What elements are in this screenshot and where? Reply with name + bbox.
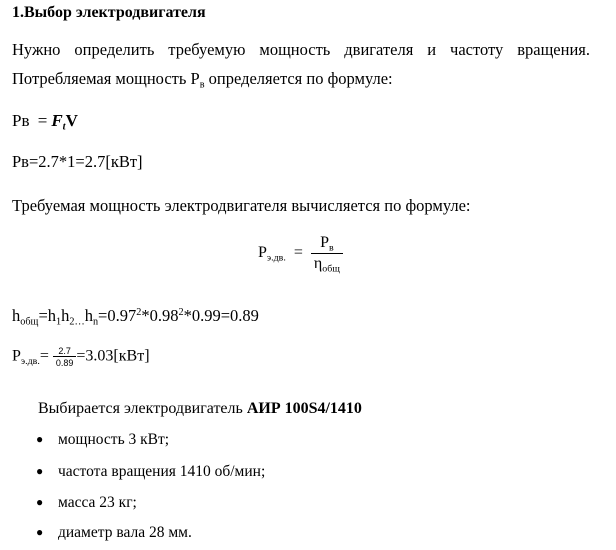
- spec-item: ● масса 23 кг;: [36, 494, 137, 511]
- fraction-denominator: $\eta_{общ}$: [313, 255, 340, 275]
- motor-model: АИР 100S4/1410: [246, 400, 362, 417]
- required-power-text: Требуемая мощность электродвигателя вычисляется по формуле:: [12, 196, 471, 215]
- spec-item: ● диаметр вала 28 мм.: [36, 524, 192, 541]
- selected-motor: Выбирается электродвигатель АИР 100S4/1410: [38, 400, 362, 417]
- efficiency-calculation: $h_{общ}=h_1h_{2\dots}h_n=0.97^2*0.98^2*0.99=0.89$: [12, 306, 259, 328]
- section-heading: 1.Выбор электродвигателя: [12, 4, 206, 21]
- result-fraction: $\frac{2.7}{0.89}$: [53, 346, 77, 368]
- power-formula: Рв = $F_tV$: [12, 111, 78, 133]
- bullet-icon: ●: [36, 464, 44, 478]
- motor-power-formula: $P_{э.дв.}$ = $\frac{P_в}{\eta_{общ}}$: [258, 234, 343, 273]
- fraction-numerator: $P_в$: [311, 234, 343, 254]
- intro-line-1: Нужно определить требуемую мощность двигателя и частоту вращения.: [12, 40, 590, 59]
- bullet-icon: ●: [36, 432, 44, 446]
- bullet-icon: ●: [36, 525, 44, 539]
- intro-line-2: Потребляемая мощность $P_в$ определяется по формуле:: [12, 69, 393, 91]
- bullet-icon: ●: [36, 495, 44, 509]
- motor-power-result: $P_{э.дв.}=$ $\frac{2.7}{0.89}$ =3.03[кВт]: [12, 346, 150, 368]
- spec-item: ● частота вращения 1410 об/мин;: [36, 463, 266, 480]
- power-calculation: Рв=2.7*1=2.7[кВт]: [12, 152, 143, 171]
- power-fraction: [311, 234, 343, 273]
- spec-item: ● мощность 3 кВт;: [36, 431, 170, 448]
